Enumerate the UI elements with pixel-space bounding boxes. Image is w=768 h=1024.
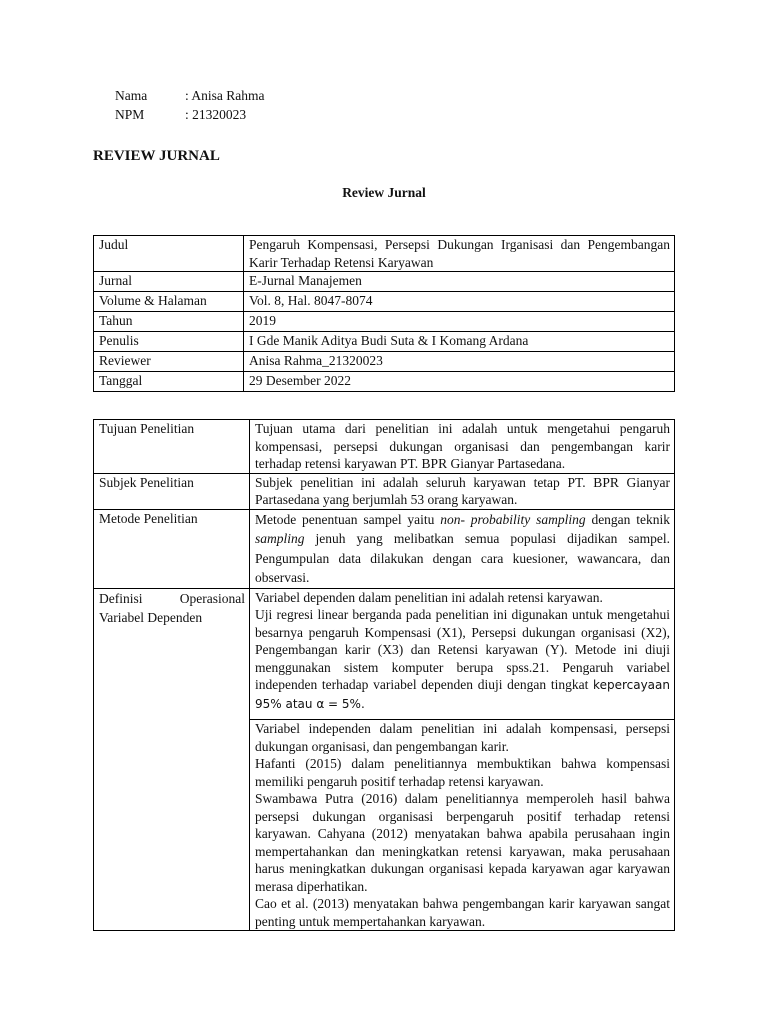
table-row (94, 272, 675, 292)
row-key: Penulis (94, 332, 244, 352)
section-title: Review Jurnal (342, 185, 426, 200)
metode-text-1: Metode penentuan sampel yaitu (255, 511, 441, 527)
row-key: Jurnal (94, 272, 244, 292)
row-value: 2019 (244, 312, 675, 332)
definisi-paragraph-2: Uji regresi linear berganda pada penelitian ini digunakan untuk mengetahui besarnya pengaruh Kompensasi (X1), Persepsi dukungan organisasi (X2), Pengembangan karir (X3) dan Retensi karyawan (Y). Metode ini diuji menggunakan sistem komputer berupa spss.21. Pengaruh variabel independen terhadap variabel dependen diuji dengan tingkat (255, 607, 670, 692)
table-row (94, 473, 675, 509)
name-label: Nama (115, 88, 148, 103)
row-value: Pengaruh Kompensasi, Persepsi Dukungan Irganisasi dan Pengembangan Karir Terhadap Retensi Karyawan (244, 236, 675, 272)
metode-text-2: dengan teknik (585, 511, 670, 527)
npm-label: NPM (115, 107, 145, 122)
independen-paragraph-4: Cao et al. (2013) menyatakan bahwa pengembangan karir karyawan sangat penting untuk mempertahankan karyawan. (255, 896, 670, 929)
row-value (250, 509, 675, 588)
row-value (250, 720, 675, 931)
definisi-paragraph-2-tail: kepercayaan 95% atau α = 5%. (255, 678, 670, 711)
independen-paragraph-2: Hafanti (2015) dalam penelitiannya membuktikan bahwa kompensasi memiliki pengaruh positif terhadap retensi karyawan. (255, 756, 670, 789)
table-row (94, 372, 675, 392)
table-row (94, 312, 675, 332)
row-value: Anisa Rahma_21320023 (244, 352, 675, 372)
row-value: Subjek penelitian ini adalah seluruh karyawan tetap PT. BPR Gianyar Partasedana yang berjumlah 53 orang karyawan. (250, 473, 675, 509)
table-row (94, 420, 675, 474)
row-key: Tujuan Penelitian (94, 420, 250, 474)
metode-italic-1: non- probability sampling (440, 511, 586, 527)
row-key: Tanggal (94, 372, 244, 392)
name-row (115, 86, 265, 105)
name-value: : Anisa Rahma (185, 88, 265, 103)
row-key: Tahun (94, 312, 244, 332)
row-key: Volume & Halaman (94, 292, 244, 312)
table-row (94, 352, 675, 372)
row-key: Judul (94, 236, 244, 272)
table-row (94, 236, 675, 272)
table-row (94, 509, 675, 588)
row-value: Tujuan utama dari penelitian ini adalah untuk mengetahui pengaruh kompensasi, persepsi dukungan organisasi dan pengembangan karir terhadap retensi karyawan PT. BPR Gianyar Partasedana. (250, 420, 675, 474)
row-value (250, 588, 675, 720)
row-value: E-Jurnal Manajemen (244, 272, 675, 292)
identity-block (115, 86, 265, 124)
table-row (94, 332, 675, 352)
row-value: I Gde Manik Aditya Budi Suta & I Komang Ardana (244, 332, 675, 352)
definisi-key-line-1: Definisi Operasional (99, 590, 245, 606)
row-value: 29 Desember 2022 (244, 372, 675, 392)
row-key: Subjek Penelitian (94, 473, 250, 509)
row-key (94, 588, 250, 931)
npm-value: : 21320023 (185, 107, 247, 122)
independen-paragraph-3: Swambawa Putra (2016) dalam penelitiannya memperoleh hasil bahwa persepsi dukungan organisasi berpengaruh positif terhadap retensi karyawan. Cahyana (2012) menyatakan bahwa apabila perusahaan ingin mempertahankan dan meningkatkan retensi karyawan, maka perusahaan harus meningkatkan dukungan organisasi kepada karyawan agar karyawan merasa diperhatikan. (255, 791, 670, 894)
definisi-paragraph-1: Variabel dependen dalam penelitian ini adalah retensi karyawan. (255, 589, 603, 605)
definisi-key-line-2: Variabel Dependen (99, 609, 203, 625)
journal-info-table (93, 235, 675, 392)
metode-text-3: jenuh yang melibatkan semua populasi dijadikan sampel. Pengumpulan data dilakukan dengan cara kuesioner, wawancara, dan observasi. (255, 531, 670, 585)
page-title: REVIEW JURNAL (93, 148, 220, 164)
npm-row (115, 105, 265, 124)
row-value: Vol. 8, Hal. 8047-8074 (244, 292, 675, 312)
metode-italic-2: sampling (255, 531, 305, 546)
independen-paragraph-1: Variabel independen dalam penelitian ini adalah kompensasi, persepsi dukungan organisasi, dan pengembangan karir. (255, 721, 670, 754)
review-table (93, 419, 675, 931)
row-key: Reviewer (94, 352, 244, 372)
table-row (94, 588, 675, 720)
row-key: Metode Penelitian (94, 509, 250, 588)
table-row (94, 292, 675, 312)
